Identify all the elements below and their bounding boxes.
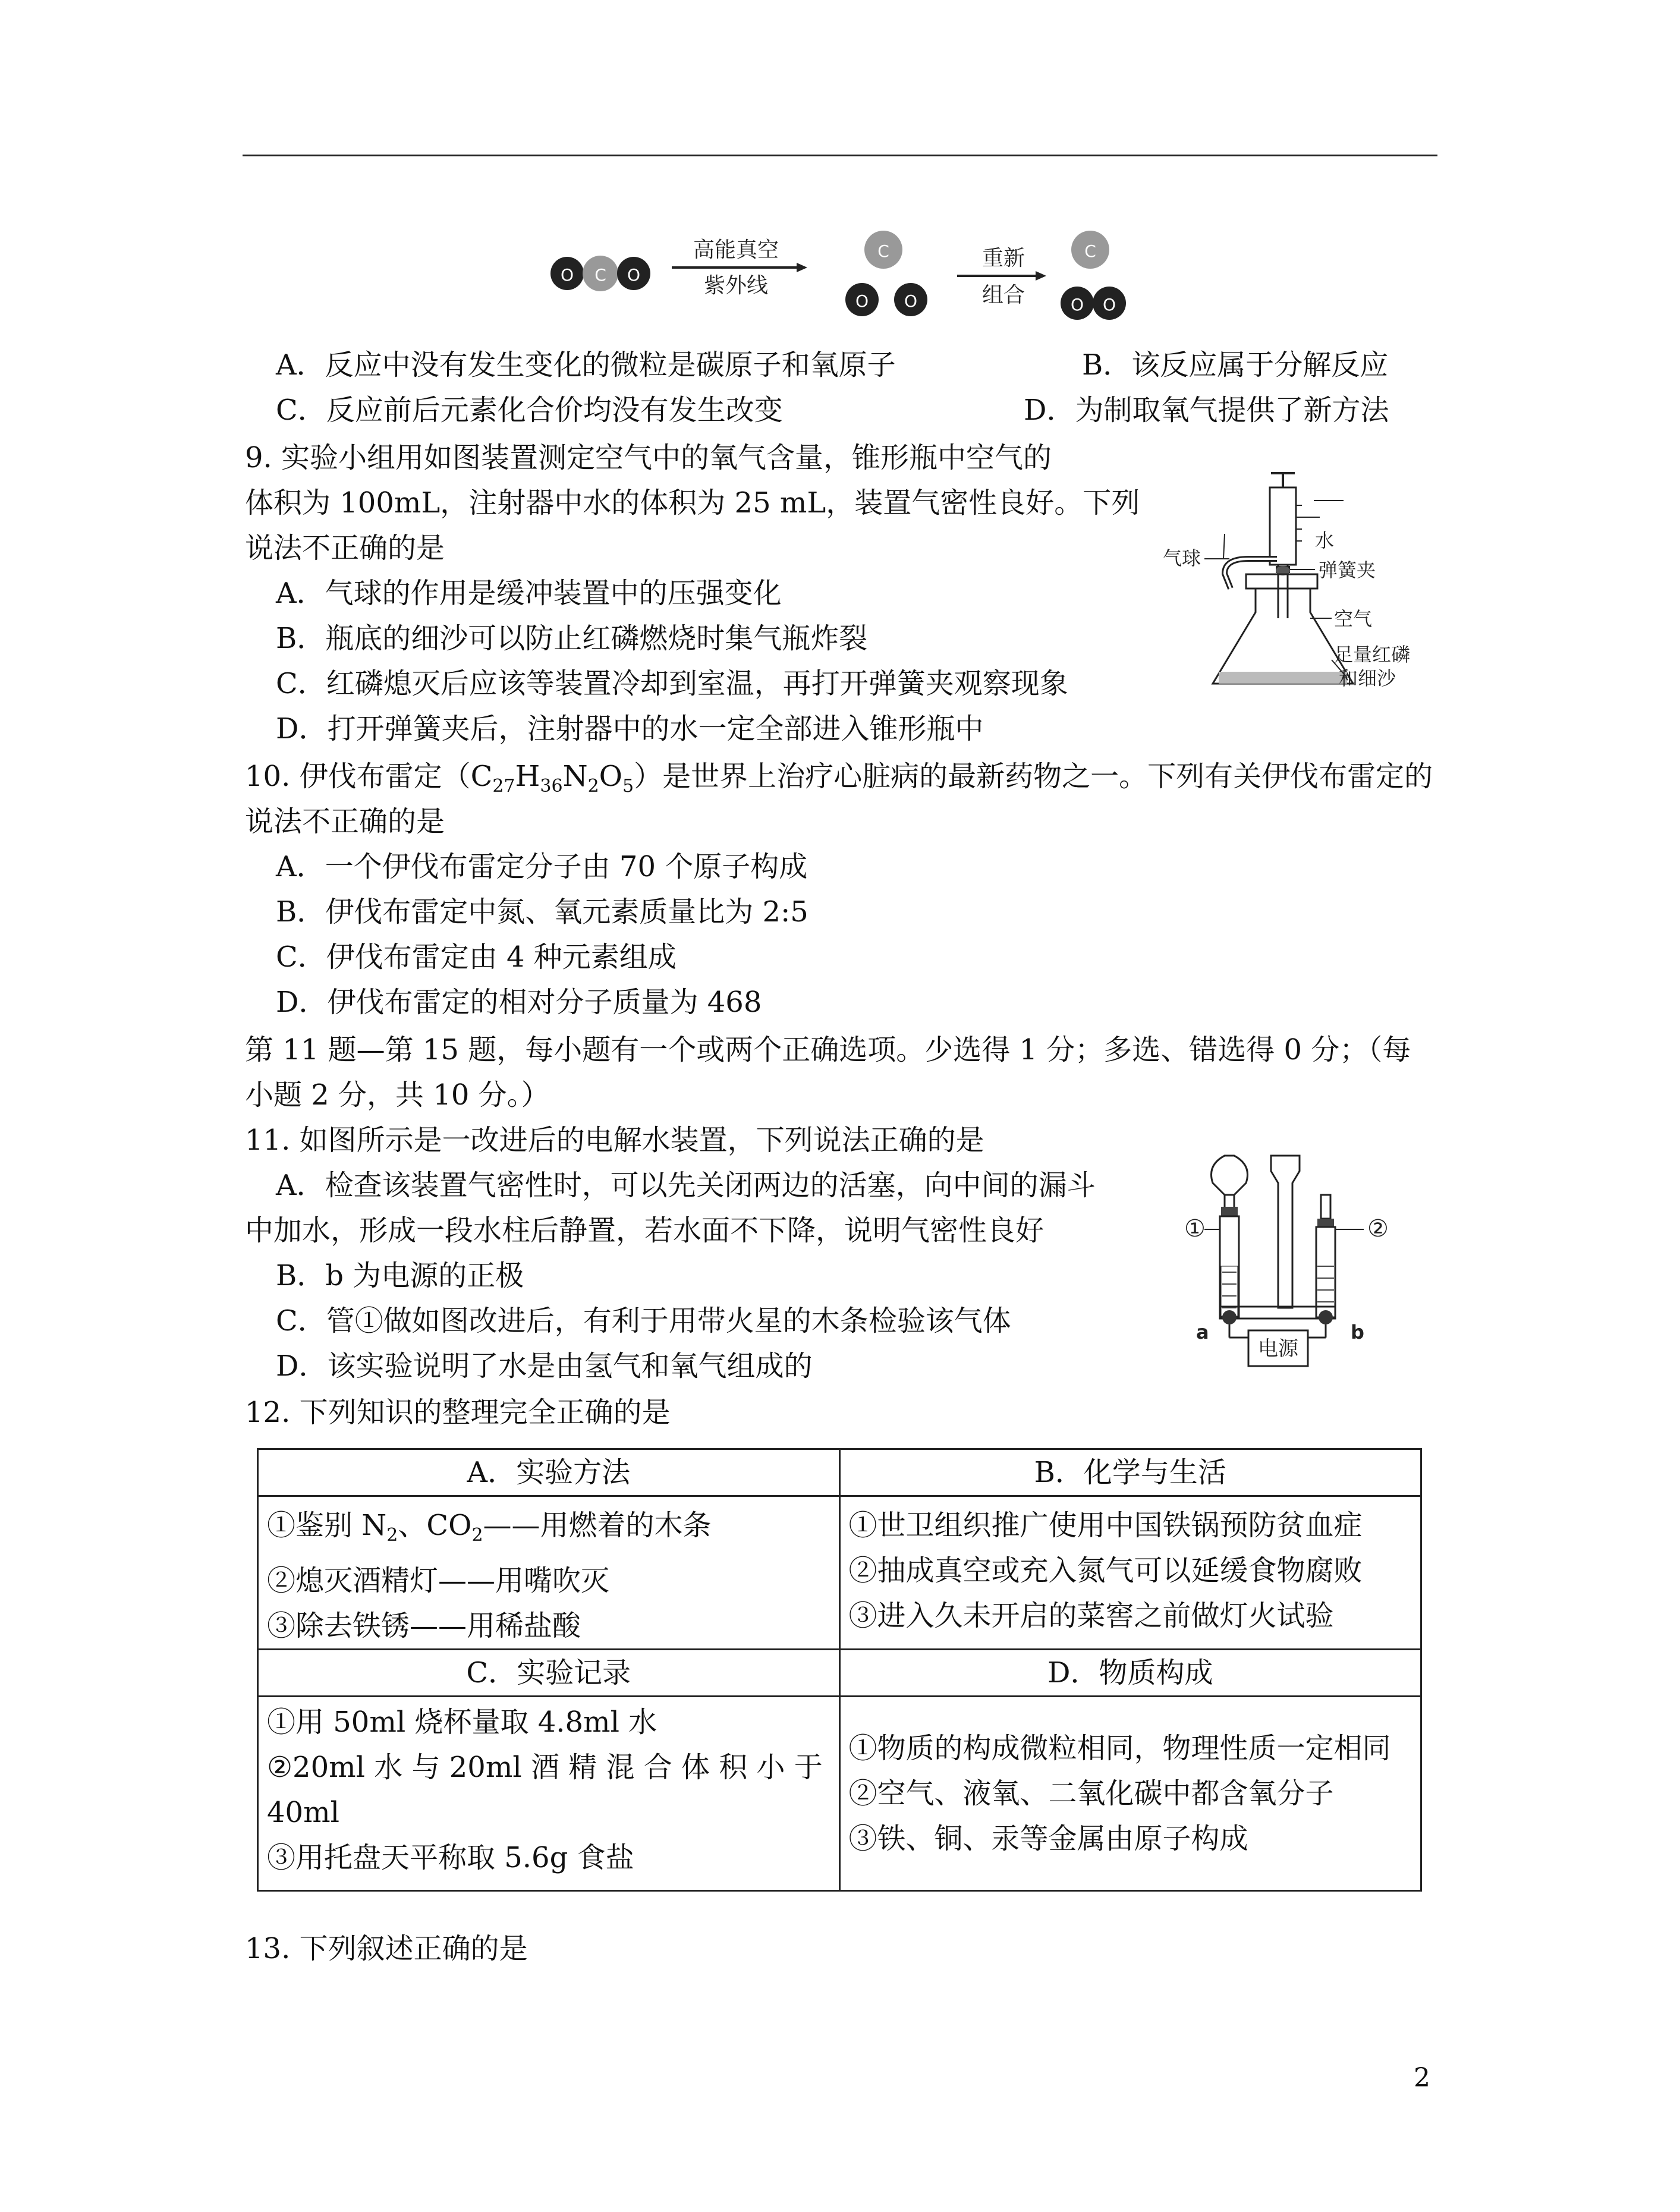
table-d-item-2: ②空气、液氧、二氧化碳中都含氧分子 bbox=[848, 1777, 1334, 1810]
section-instructions-2: 小题 2 分，共 10 分。） bbox=[245, 1078, 550, 1112]
q9-option-d: D．打开弹簧夹后，注射器中的水一定全部进入锥形瓶中 bbox=[276, 712, 984, 745]
svg-text:C: C bbox=[877, 241, 889, 261]
svg-text:O: O bbox=[560, 265, 574, 285]
table-head-c: C．实验记录 bbox=[258, 1650, 840, 1697]
svg-text:紫外线: 紫外线 bbox=[703, 273, 769, 298]
svg-text:C: C bbox=[1084, 241, 1096, 261]
q8-option-c: C．反应前后元素化合价均没有发生改变 bbox=[276, 394, 783, 427]
table-cell-a bbox=[258, 1496, 840, 1650]
co2-molecule bbox=[550, 256, 650, 291]
q10-option-c: C．伊伐布雷定由 4 种元素组成 bbox=[276, 940, 677, 974]
svg-text:组合: 组合 bbox=[981, 283, 1025, 307]
svg-text:足量红磷: 足量红磷 bbox=[1334, 643, 1411, 666]
q11-stem: 11. 如图所示是一改进后的电解水装置，下列说法正确的是 bbox=[245, 1124, 984, 1157]
q9-stem-3: 说法不正确的是 bbox=[245, 531, 445, 565]
q11-option-b: B．b 为电源的正极 bbox=[276, 1259, 524, 1292]
q11-option-c: C．管①做如图改进后，有利于用带火星的木条检验该气体 bbox=[276, 1304, 1011, 1338]
table-a-item-3: ③除去铁锈——用稀盐酸 bbox=[267, 1609, 581, 1643]
electrolysis-apparatus bbox=[1165, 1147, 1415, 1373]
reaction-diagram bbox=[547, 226, 1153, 327]
svg-text:气球: 气球 bbox=[1162, 547, 1201, 569]
table-c-item-3: ③用托盘天平称取 5.6g 食盐 bbox=[267, 1841, 634, 1874]
svg-text:O: O bbox=[1102, 295, 1116, 314]
svg-text:O: O bbox=[904, 291, 918, 311]
q10-stem-1: 10. 伊伐布雷定$(C_{27}H_{36}N_2O_5)$是世界上治疗心脏病的最新药物之一。下列有关伊伐布雷定的 bbox=[245, 760, 1433, 797]
section-instructions-1: 第 11 题—第 15 题，每小题有一个或两个正确选项。少选得 1 分；多选、错选得 0 分；（每 bbox=[245, 1033, 1411, 1066]
table-cell-b bbox=[839, 1496, 1421, 1650]
q8-option-a: A．反应中没有发生变化的微粒是碳原子和氧原子 bbox=[276, 348, 896, 382]
table-b-item-3: ③进入久未开启的菜窖之前做灯火试验 bbox=[848, 1599, 1334, 1632]
q11-option-a-1: A．检查该装置气密性时，可以先关闭两边的活塞，向中间的漏斗 bbox=[276, 1169, 1096, 1202]
page-number: 2 bbox=[1414, 2063, 1430, 2093]
q10-option-b: B．伊伐布雷定中氮、氧元素质量比为 2:5 bbox=[276, 895, 808, 929]
svg-text:O: O bbox=[1070, 295, 1084, 314]
q10-option-a: A．一个伊伐布雷定分子由 70 个原子构成 bbox=[276, 850, 808, 883]
q9-option-b: B．瓶底的细沙可以防止红磷燃烧时集气瓶炸裂 bbox=[276, 622, 868, 655]
svg-text:a: a bbox=[1196, 1321, 1209, 1343]
svg-text:电源: 电源 bbox=[1258, 1337, 1298, 1361]
table-d-item-3: ③铁、铜、汞等金属由原子构成 bbox=[848, 1822, 1248, 1855]
table-b-item-1: ①世卫组织推广使用中国铁锅预防贫血症 bbox=[848, 1509, 1363, 1542]
q9-stem-1: 9. 实验小组用如图装置测定空气中的氧气含量，锥形瓶中空气的 bbox=[245, 441, 1052, 474]
q12-stem: 12. 下列知识的整理完全正确的是 bbox=[245, 1396, 671, 1429]
svg-text:b: b bbox=[1351, 1321, 1364, 1343]
q10-option-d: D．伊伐布雷定的相对分子质量为 468 bbox=[276, 986, 762, 1019]
q13-stem: 13. 下列叙述正确的是 bbox=[245, 1932, 528, 1965]
oxygen-measure-apparatus bbox=[1130, 470, 1439, 707]
q9-option-a: A．气球的作用是缓冲装置中的压强变化 bbox=[276, 577, 782, 610]
q10-stem-2: 说法不正确的是 bbox=[245, 805, 445, 838]
q8-option-d: D．为制取氧气提供了新方法 bbox=[1024, 394, 1389, 427]
top-rule bbox=[243, 155, 1437, 156]
svg-text:②: ② bbox=[1367, 1215, 1389, 1242]
q11-option-a-2: 中加水，形成一段水柱后静置，若水面不下降，说明气密性良好 bbox=[245, 1214, 1045, 1247]
q9-option-c: C．红磷熄灭后应该等装置冷却到室温，再打开弹簧夹观察现象 bbox=[276, 667, 1068, 700]
table-head-a: A．实验方法 bbox=[258, 1449, 840, 1496]
table-a-item-1: ①鉴别 $N_2$、$CO_2——$用燃着的木条 bbox=[267, 1509, 712, 1546]
table-b-item-2: ②抽成真空或充入氮气可以延缓食物腐败 bbox=[848, 1554, 1363, 1587]
knowledge-table bbox=[257, 1448, 1422, 1892]
svg-text:O: O bbox=[855, 291, 869, 311]
table-cell-d bbox=[839, 1697, 1421, 1891]
table-cell-c bbox=[258, 1697, 840, 1891]
svg-text:水: 水 bbox=[1315, 529, 1335, 552]
table-d-item-1: ①物质的构成微粒相同，物理性质一定相同 bbox=[848, 1732, 1391, 1765]
table-head-b: B．化学与生活 bbox=[839, 1449, 1421, 1496]
q9-stem-2: 体积为 100mL，注射器中水的体积为 25 mL，装置气密性良好。下列 bbox=[245, 486, 1140, 520]
table-head-d: D．物质构成 bbox=[839, 1650, 1421, 1697]
svg-text:弹簧夹: 弹簧夹 bbox=[1319, 559, 1376, 581]
svg-text:重新: 重新 bbox=[981, 246, 1025, 270]
table-a-item-2: ②熄灭酒精灯——用嘴吹灭 bbox=[267, 1564, 610, 1597]
table-c-item-2b: 40ml bbox=[267, 1796, 339, 1829]
q8-option-b: B．该反应属于分解反应 bbox=[1082, 348, 1389, 382]
svg-text:①: ① bbox=[1184, 1215, 1206, 1242]
q11-option-d: D．该实验说明了水是由氢气和氧气组成的 bbox=[276, 1349, 813, 1383]
table-c-item-1: ①用 50ml 烧杯量取 4.8ml 水 bbox=[267, 1706, 657, 1739]
svg-text:空气: 空气 bbox=[1334, 608, 1373, 630]
svg-text:O: O bbox=[627, 265, 641, 285]
svg-text:高能真空: 高能真空 bbox=[693, 238, 779, 262]
separated-atoms bbox=[845, 231, 927, 316]
svg-text:C: C bbox=[594, 265, 606, 285]
recombined-products bbox=[1061, 231, 1126, 320]
table-c-item-2a: ②20ml 水 与 20ml 酒 精 混 合 体 积 小 于 bbox=[267, 1751, 823, 1784]
svg-text:和细沙: 和细沙 bbox=[1339, 667, 1396, 690]
